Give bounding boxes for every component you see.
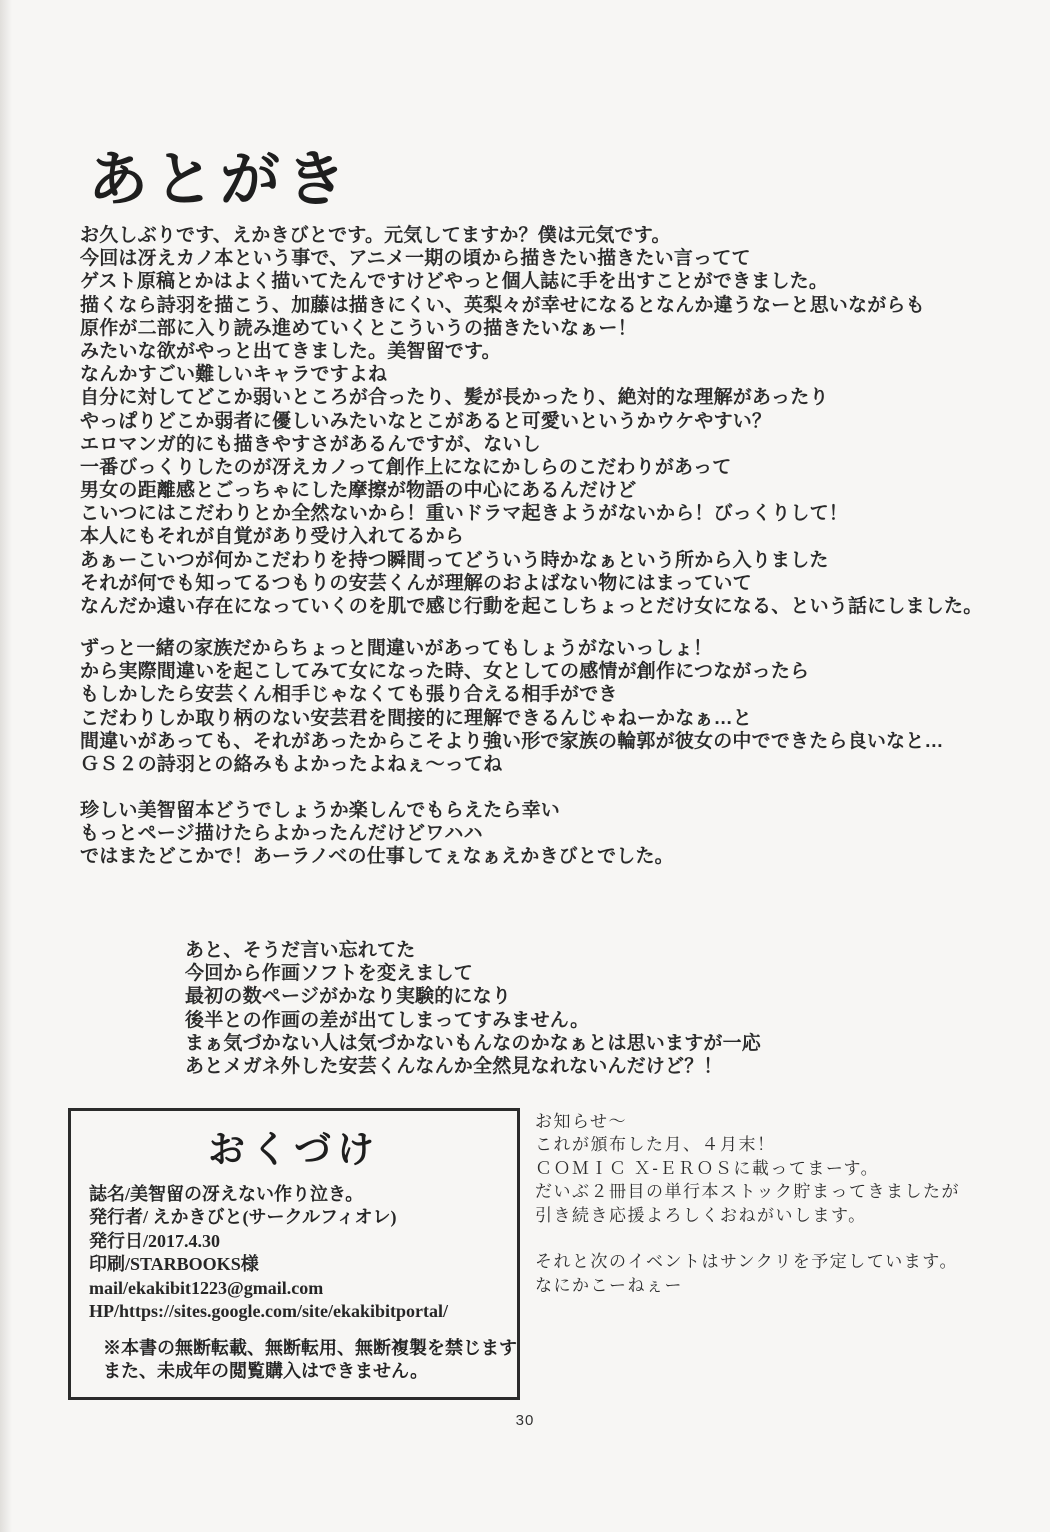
colophon-notice bbox=[71, 1337, 517, 1382]
text-line: 本人にもそれが自覚があり受け入れてるから bbox=[80, 526, 465, 548]
text-line: 発行者/ えかきびと(サークルフィオレ) bbox=[89, 1207, 397, 1228]
text-line: なんだか遠い存在になっていくのを肌で感じ行動を起こしちょっとだけ女になる、という話にしました。 bbox=[80, 596, 983, 617]
production-note-block bbox=[185, 939, 761, 1078]
page-title: あとがき bbox=[88, 147, 352, 213]
text-line: から実際間違いを起こしてみて女になった時、女としての感情が創作につながったら bbox=[80, 661, 810, 683]
text-line: これが頒布した月、４月末！ bbox=[535, 1135, 776, 1155]
text-line bbox=[535, 1227, 960, 1250]
afterword-paragraph-3 bbox=[80, 799, 674, 869]
colophon-details bbox=[71, 1183, 517, 1323]
text-line: それが何でも知ってるつもりの安芸くんが理解のおよばない物にはまっていて bbox=[80, 572, 752, 594]
afterword-paragraph-2 bbox=[80, 637, 944, 776]
text-line: 発行日/2017.4.30 bbox=[89, 1230, 221, 1251]
colophon-box bbox=[68, 1108, 520, 1400]
text-line: もっとページ描けたらよかったんだけどワハハ bbox=[80, 823, 483, 845]
text-line: こだわりしか取り柄のない安芸君を間接的に理解できるんじゃねーかなぁ…と bbox=[80, 707, 753, 729]
text-line: また、未成年の閲覧購入はできません。 bbox=[103, 1360, 429, 1381]
text-line: ずっと一緒の家族だからちょっと間違いがあってもしょうがないっしょ！ bbox=[80, 638, 713, 659]
text-line: mail/ekakibit1223@gmail.com bbox=[89, 1277, 324, 1298]
colophon-title: おくづけ bbox=[208, 1130, 380, 1171]
text-line: 誌名/美智留の冴えない作り泣き。 bbox=[89, 1184, 364, 1204]
text-line: 男女の距離感とごっちゃにした摩擦が物語の中心にあるんだけど bbox=[80, 480, 637, 502]
text-line: ＣＯＭＩＣ Ｘ-ＥＲＯＳに載ってまーす。 bbox=[535, 1158, 880, 1178]
text-line: それと次のイベントはサンクリを予定しています。 bbox=[535, 1252, 958, 1272]
text-line: 自分に対してどこか弱いところが合ったり、髪が長かったり、絶対的な理解があったり bbox=[80, 387, 829, 409]
text-line: みたいな欲がやっと出てきました。美智留です。 bbox=[80, 340, 501, 362]
text-line: ゲスト原稿とかはよく描いてたんですけどやっと個人誌に手を出すことができました。 bbox=[80, 271, 829, 293]
announcement-column bbox=[535, 1110, 960, 1297]
text-line: あぁーこいつが何かこだわりを持つ瞬間ってどういう時かなぁという所から入りました bbox=[80, 549, 829, 571]
text-line: ではまたどこかで！あーラノベの仕事してぇなぁえかきびとでした。 bbox=[80, 846, 674, 868]
text-line: お知らせ～ bbox=[535, 1112, 627, 1131]
text-line: だいぶ２冊目の単行本ストック貯まってきましたが bbox=[535, 1182, 960, 1202]
text-line: あとメガネ外した安芸くんなんか全然見なれないんだけど？！ bbox=[185, 1055, 723, 1077]
text-line: 一番びっくりしたのが冴えカノって創作上になにかしらのこだわりがあって bbox=[80, 456, 732, 478]
text-line: 引き続き応援よろしくおねがいします。 bbox=[535, 1205, 867, 1225]
text-line: ※本書の無断転載、無断転用、無断複製を禁じます bbox=[103, 1338, 517, 1359]
text-line: 印刷/STARBOOKS様 bbox=[89, 1254, 259, 1275]
text-line: 描くなら詩羽を描こう、加藤は描きにくい、英梨々が幸せになるとなんか違うなーと思いながらも bbox=[80, 294, 925, 316]
text-line: 最初の数ページがかなり実験的になり bbox=[185, 986, 512, 1008]
text-line: 原作が二部に入り読み進めていくとこういうの描きたいなぁー！ bbox=[80, 317, 637, 339]
text-line: 今回は冴えカノ本という事で、アニメ一期の頃から描きたい描きたい言ってて bbox=[80, 248, 751, 270]
text-line: あと、そうだ言い忘れてた bbox=[185, 940, 416, 961]
text-line: こいつにはこだわりとか全然ないから！重いドラマ起きようがないから！びっくりして！ bbox=[80, 503, 849, 525]
text-line: HP/https://sites.google.com/site/ekakibitportal/ bbox=[89, 1300, 448, 1321]
text-line: 珍しい美智留本どうでしょうか楽しんでもらえたら幸い bbox=[80, 800, 561, 821]
text-line: なんかすごい難しいキャラですよね bbox=[80, 364, 388, 386]
text-line: 間違いがあっても、それがあったからこそより強い形で家族の輪郭が彼女の中でできたら良いなと… bbox=[80, 730, 944, 752]
afterword-paragraph-1 bbox=[80, 224, 982, 618]
text-line: ＧＳ２の詩羽との絡みもよかったよねぇ～ってね bbox=[80, 753, 503, 775]
text-line: なにかこーねぇー bbox=[535, 1275, 683, 1295]
text-line: やっぱりどこか弱者に優しいみたいなとこがあると可愛いというかウケやすい？ bbox=[80, 410, 772, 432]
page-number: 30 bbox=[515, 1412, 535, 1429]
text-line: まぁ気づかない人は気づかないもんなのかなぁとは思いますが一応 bbox=[185, 1032, 762, 1054]
text-line: お久しぶりです、えかきびとです。元気してますか？僕は元気です。 bbox=[80, 225, 671, 246]
text-line: 後半との作画の差が出てしまってすみません。 bbox=[185, 1009, 590, 1031]
text-line: 今回から作画ソフトを変えまして bbox=[185, 963, 474, 985]
text-line: エロマンガ的にも描きやすさがあるんですが、ないし bbox=[80, 433, 541, 455]
text-line: もしかしたら安芸くん相手じゃなくても張り合える相手ができ bbox=[80, 684, 618, 706]
